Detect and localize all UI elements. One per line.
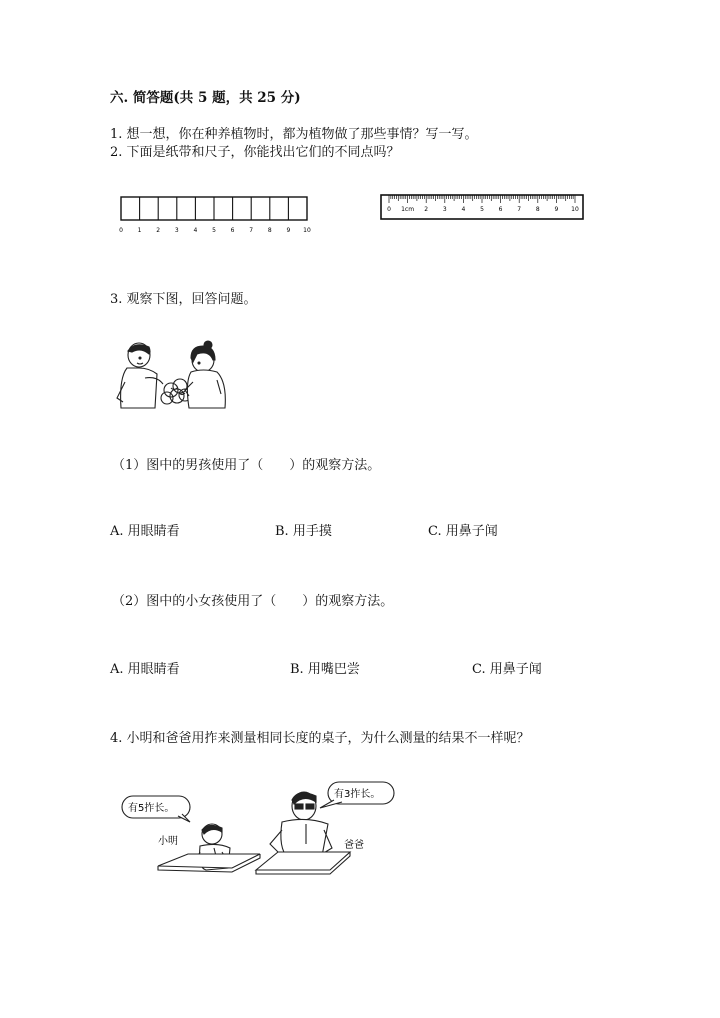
observation-illustration <box>105 338 230 413</box>
strip-tick-label: 5 <box>212 227 216 234</box>
question-3-sub-1: （1）图中的男孩使用了（ ）的观察方法。 <box>112 458 381 473</box>
section-title: 六. 简答题(共 5 题，共 25 分) <box>110 90 301 106</box>
ruler-tick-label: 6 <box>498 206 503 213</box>
question-3: 3. 观察下图，回答问题。 <box>110 292 257 307</box>
ruler-tick-label: 7 <box>517 206 522 213</box>
question-1: 1. 想一想，你在种养植物时，都为植物做了那些事情？写一写。 <box>110 127 478 142</box>
dad-label: 爸爸 <box>344 840 364 851</box>
strip-tick-label: 7 <box>249 227 254 234</box>
ruler-tick-label: 8 <box>535 206 540 213</box>
paper-strip-figure <box>115 194 315 236</box>
strip-tick-label: 0 <box>119 227 123 234</box>
ruler-tick-label: 9 <box>554 206 559 213</box>
ruler-tick-label: 0 <box>387 206 391 213</box>
question-3-sub-2: （2）图中的小女孩使用了（ ）的观察方法。 <box>112 594 394 609</box>
strip-tick-label: 2 <box>156 227 161 234</box>
strip-tick-label: 1 <box>137 227 142 234</box>
question-2: 2. 下面是纸带和尺子，你能找出它们的不同点吗？ <box>110 145 400 160</box>
q3-2-option-c: C. 用鼻子闻 <box>472 662 542 677</box>
strip-tick-label: 8 <box>267 227 272 234</box>
ruler-tick-label: 2 <box>424 206 429 213</box>
ruler-tick-label: 5 <box>480 206 484 213</box>
q3-2-option-b: B. 用嘴巴尝 <box>290 662 360 677</box>
ruler-tick-label: 1cm <box>401 206 415 213</box>
ruler-tick-label: 3 <box>442 206 447 213</box>
strip-tick-label: 4 <box>193 227 198 234</box>
q3-1-option-a: A. 用眼睛看 <box>110 524 180 539</box>
q3-2-option-a: A. 用眼睛看 <box>110 662 180 677</box>
ruler-tick-label: 4 <box>461 206 466 213</box>
xiaoming-label: 小明 <box>158 836 178 847</box>
ruler-tick-label: 10 <box>571 206 579 213</box>
question-4: 4. 小明和爸爸用拃来测量相同长度的桌子，为什么测量的结果不一样呢？ <box>110 731 530 746</box>
strip-tick-label: 3 <box>174 227 179 234</box>
strip-tick-label: 9 <box>286 227 291 234</box>
measuring-illustration <box>118 778 408 878</box>
q3-1-option-b: B. 用手摸 <box>275 524 332 539</box>
strip-tick-label: 6 <box>230 227 235 234</box>
xiaoming-bubble-text: 有5拃长。 <box>128 803 175 814</box>
q3-1-option-c: C. 用鼻子闻 <box>428 524 498 539</box>
ruler-figure <box>377 191 587 225</box>
strip-tick-label: 10 <box>303 227 311 234</box>
dad-bubble-text: 有3拃长。 <box>334 789 381 800</box>
paper-strip-svg <box>115 194 315 236</box>
ruler-svg <box>377 191 587 225</box>
